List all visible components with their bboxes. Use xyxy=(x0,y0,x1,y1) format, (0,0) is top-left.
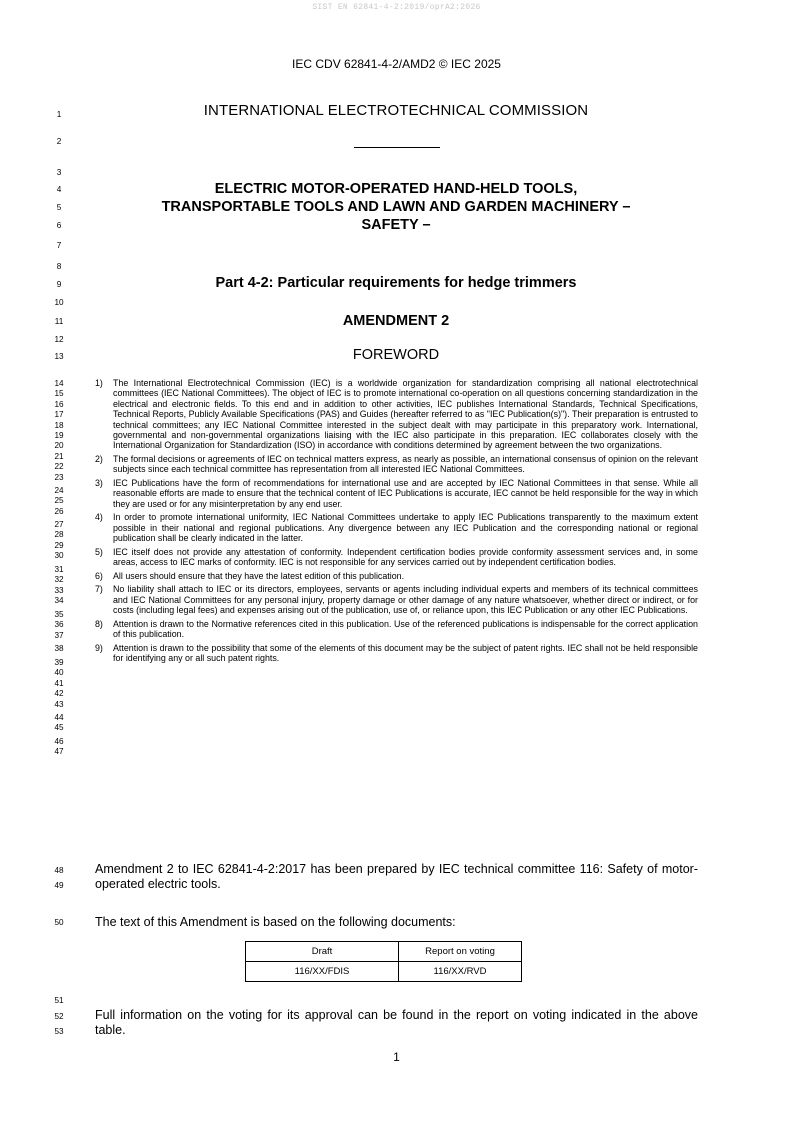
line-number: 36 xyxy=(54,620,64,630)
foreword-clause xyxy=(95,643,698,664)
clause-text: Attention is drawn to the Normative references cited in this publication. Use of the referenced publications is indispensable for the correct application of this publication. xyxy=(113,618,698,640)
title-line: ELECTRIC MOTOR-OPERATED HAND-HELD TOOLS, xyxy=(214,181,578,197)
voting-documents-table xyxy=(245,941,522,982)
line-number: 7 xyxy=(56,241,62,250)
line-number: 22 xyxy=(54,462,64,472)
title-line: SAFETY – xyxy=(361,217,431,233)
line-number: 18 xyxy=(54,420,64,430)
line-number: 45 xyxy=(54,723,64,733)
clause-text: Attention is drawn to the possibility that some of the elements of this document may be the subject of patent rights. IEC shall not be held responsible for identifying any or all such patent rights. xyxy=(113,642,698,664)
page-header: IEC CDV 62841-4-2/AMD2 © IEC 2025 xyxy=(292,57,501,71)
clause-text: IEC itself does not provide any attestation of conformity. Independent certification bodies provide conformity assessment services and, in some areas, access to IEC marks of conformity. IEC is not responsible for any services carried out by independent certification bodies. xyxy=(113,546,698,568)
document-title xyxy=(94,180,698,234)
foreword-clause xyxy=(95,584,698,615)
line-number: 51 xyxy=(54,996,64,1005)
line-number: 29 xyxy=(54,540,64,550)
line-number: 6 xyxy=(56,221,62,230)
title-divider xyxy=(354,147,440,148)
clause-text: IEC Publications have the form of recommendations for international use and are accepted by IEC National Committees in that sense. While all reasonable efforts are made to ensure that the technical content of IEC Publications is accurate, IEC cannot be held responsible for the way in which they are used or for any misinterpretation by any end user. xyxy=(113,478,698,509)
line-number: 35 xyxy=(54,610,64,619)
amendment-paragraph: Amendment 2 to IEC 62841-4-2:2017 has been prepared by IEC technical committee 116: Safety of motor-operated electric tools. xyxy=(95,862,698,891)
page-number: 1 xyxy=(393,1050,400,1064)
line-number: 12 xyxy=(54,335,64,344)
line-number: 16 xyxy=(54,399,64,409)
title-line: TRANSPORTABLE TOOLS AND LAWN AND GARDEN MACHINERY – xyxy=(161,199,631,215)
line-number: 52 xyxy=(54,1012,64,1021)
table-cell: 116/XX/RVD xyxy=(399,962,522,982)
clause-number: 9) xyxy=(95,642,103,653)
line-number: 2 xyxy=(56,137,62,146)
line-number: 9 xyxy=(56,280,62,289)
foreword-clause xyxy=(95,478,698,509)
table-header-cell: Report on voting xyxy=(399,942,522,962)
clause-number: 2) xyxy=(95,454,103,465)
line-number: 5 xyxy=(56,203,62,212)
line-number: 50 xyxy=(54,918,64,927)
voting-paragraph: Full information on the voting for its approval can be found in the report on voting indicated in the above table. xyxy=(95,1008,698,1037)
line-number: 19 xyxy=(54,431,64,440)
line-number: 33 xyxy=(54,585,64,595)
line-number: 20 xyxy=(54,441,64,451)
line-number: 26 xyxy=(54,506,64,516)
line-number: 43 xyxy=(54,699,64,709)
line-number: 27 xyxy=(54,520,64,529)
line-number: 8 xyxy=(56,262,62,271)
watermark: SIST EN 62841-4-2:2019/oprA2:2026 xyxy=(312,3,481,12)
line-number: 11 xyxy=(54,317,64,326)
amendment-title: AMENDMENT 2 xyxy=(342,313,450,329)
line-number: 24 xyxy=(54,486,64,495)
line-number: 1 xyxy=(56,110,62,119)
clause-text: No liability shall attach to IEC or its directors, employees, servants or agents including individual experts and members of its technical committees and IEC National Committees for any personal injury, property damage or other damage of any nature whatsoever, whether direct or indirect, or for costs (including legal fees) and expenses arising out of the publication, use of, or reliance upon, this IEC Publication or any other IEC Publications. xyxy=(113,584,698,616)
clause-number: 4) xyxy=(95,512,103,523)
clause-text: All users should ensure that they have the latest edition of this publication. xyxy=(113,570,405,581)
foreword-clause xyxy=(95,571,698,581)
table-row xyxy=(246,962,522,982)
line-number: 23 xyxy=(54,472,64,482)
line-number: 14 xyxy=(54,379,64,388)
line-number: 15 xyxy=(54,389,64,399)
foreword-clauses xyxy=(95,378,698,667)
line-number: 48 xyxy=(54,866,64,875)
clause-number: 6) xyxy=(95,570,103,581)
clause-number: 8) xyxy=(95,618,103,629)
clause-number: 1) xyxy=(95,378,103,388)
table-cell: 116/XX/FDIS xyxy=(246,962,399,982)
line-number: 49 xyxy=(54,881,64,890)
line-number: 34 xyxy=(54,596,64,606)
line-number: 40 xyxy=(54,668,64,678)
organization-name: INTERNATIONAL ELECTROTECHNICAL COMMISSION xyxy=(203,102,589,119)
line-number: 46 xyxy=(54,737,64,746)
clause-text: The formal decisions or agreements of IEC on technical matters express, as nearly as possible, an international consensus of opinion on the relevant subjects since each technical committee has representation from all interested IEC National Committees. xyxy=(113,454,698,475)
clause-number: 7) xyxy=(95,584,103,595)
line-number: 31 xyxy=(54,565,64,574)
line-number: 32 xyxy=(54,575,64,585)
clause-text: In order to promote international uniformity, IEC National Committees undertake to apply IEC Publications transparently to the maximum extent possible in their national and regional publications. Any divergence between any IEC Publication and the corresponding national or regional publication shall be clearly indicated in the latter. xyxy=(113,512,698,544)
clause-text: The International Electrotechnical Commission (IEC) is a worldwide organization for standardization comprising all national electrotechnical committees (IEC National Committees). The object of IEC is to promote international co-operation on all questions concerning standardization in the electrical and electronic fields. To this end and in addition to other activities, IEC publishes International Standards, Technical Specifications, Technical Reports, Publicly Available Specifications (PAS) and Guides (hereafter referred to as "IEC Publication(s)"). Their preparation is entrusted to technical committees; any IEC National Committee interested in the subject dealt with may participate in this preparatory work. International, governmental and non-governmental organizations liaising with the IEC also participate in this preparation. IEC collaborates closely with the International Organization for Standardization (ISO) in accordance with conditions determined by agreement between the two organizations. xyxy=(113,378,698,451)
foreword-clause xyxy=(95,454,698,475)
line-number: 28 xyxy=(54,530,64,540)
table-header-cell: Draft xyxy=(246,942,399,962)
line-number: 41 xyxy=(54,678,64,688)
line-number: 10 xyxy=(54,298,64,307)
foreword-title: FOREWORD xyxy=(352,347,440,363)
part-title: Part 4-2: Particular requirements for hedge trimmers xyxy=(215,275,577,291)
line-number: 37 xyxy=(54,630,64,640)
line-number: 21 xyxy=(54,451,64,461)
foreword-clause xyxy=(95,619,698,640)
line-number: 3 xyxy=(56,168,62,177)
line-number: 47 xyxy=(54,747,64,757)
line-number: 42 xyxy=(54,689,64,699)
line-number: 13 xyxy=(54,352,64,361)
line-number: 53 xyxy=(54,1027,64,1036)
line-number: 17 xyxy=(54,410,64,420)
foreword-clause xyxy=(95,512,698,543)
foreword-clause xyxy=(95,378,698,451)
foreword-clause xyxy=(95,547,698,568)
clause-number: 3) xyxy=(95,478,103,489)
clause-number: 5) xyxy=(95,546,103,557)
line-number: 38 xyxy=(54,644,64,653)
line-number: 39 xyxy=(54,658,64,667)
line-number: 25 xyxy=(54,496,64,506)
line-number: 30 xyxy=(54,551,64,561)
line-number: 44 xyxy=(54,713,64,722)
line-number: 4 xyxy=(56,185,62,194)
table-header-row xyxy=(246,942,522,962)
documents-paragraph: The text of this Amendment is based on the following documents: xyxy=(95,915,456,929)
